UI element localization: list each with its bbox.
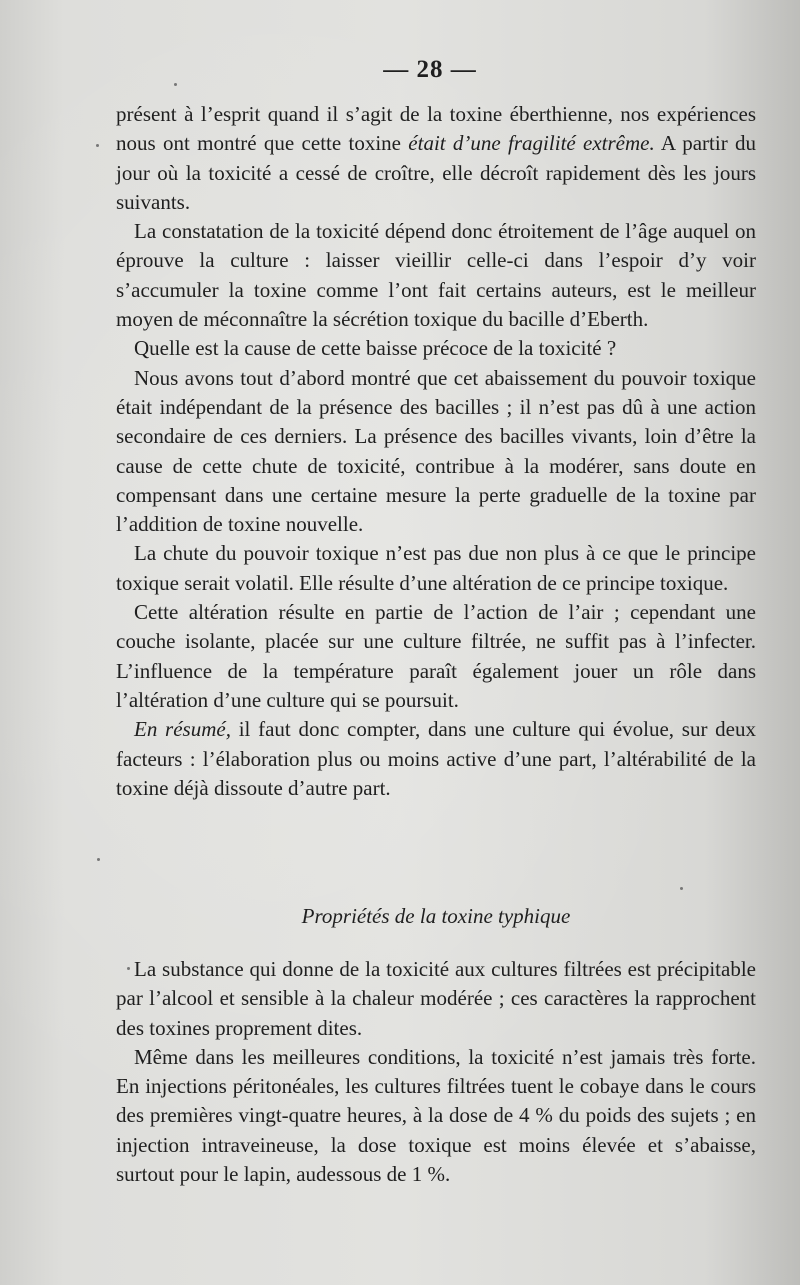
paragraph-7	[116, 715, 756, 803]
paragraph-7-emphasis: En résumé,	[134, 717, 231, 742]
paragraph-1-text-a: présent à l’esprit quand il s’agit de la toxine éberthienne, nos expériences nous ont montré que cette toxine	[116, 102, 756, 156]
paragraph-2: La constatation de la toxicité dépend donc étroitement de l’âge auquel on éprouve la culture : laisser vieillir celle-ci dans l’espoir d’y voir s’accumuler la toxine comme l’ont fait certains auteurs, est le meilleur moyen de méconnaître la sécrétion toxique du bacille d’Eberth.	[116, 219, 756, 332]
text-block-top	[116, 100, 756, 803]
paragraph-5: La chute du pouvoir toxique n’est pas due non plus à ce que le principe toxique serait volatil. Elle résulte d’une altération de ce principe toxique.	[116, 541, 756, 595]
paper-speck	[680, 887, 683, 890]
paragraph-8: La substance qui donne de la toxicité aux cultures filtrées est précipitable par l’alcool et sensible à la chaleur modérée ; ces caractères la rapprochent des toxines proprement dites.	[116, 957, 756, 1040]
page-number: — 28 —	[383, 56, 477, 83]
paragraph-7-text: il faut donc compter, dans une culture qui évolue, sur deux facteurs : l’élaboration plus ou moins active d’une part, l’altérabilité de la toxine déjà dissoute d’autre part.	[116, 717, 757, 800]
paper-speck	[174, 83, 177, 86]
section-heading: Propriétés de la toxine typhique	[301, 904, 571, 928]
paragraph-1-emphasis: était d’une fragilité extrême.	[408, 131, 655, 156]
text-block-bottom	[116, 955, 756, 1189]
paper-speck	[96, 144, 99, 147]
paragraph-6: Cette altération résulte en partie de l’action de l’air ; cependant une couche isolante, placée sur une culture filtrée, ne suffit pas à l’infecter. L’influence de la température paraît également jouer un rôle dans l’altération d’une culture qui se poursuit.	[116, 600, 756, 712]
paragraph-1	[116, 100, 756, 217]
paper-speck	[97, 858, 100, 861]
paragraph-4: Nous avons tout d’abord montré que cet abaissement du pouvoir toxique était indépendant de la présence des bacilles ; il n’est pas dû à une action secondaire de ces derniers. La présence des bacilles vivants, loin d’être la cause de cette chute de toxicité, contribue à la modérer, sans doute en compensant dans une certaine mesure la perte graduelle de la toxine par l’addition de toxine nouvelle.	[116, 365, 756, 537]
paragraph-3: Quelle est la cause de cette baisse précoce de la toxicité ?	[134, 336, 617, 361]
paragraph-1-text-b: A partir du jour où la toxicité a cessé de croître, elle décroît rapidement dès les jours suivants.	[116, 131, 757, 214]
paragraph-9: Même dans les meilleures conditions, la toxicité n’est jamais très forte. En injections péritonéales, les cultures filtrées tuent le cobaye dans le cours des premières vingt-quatre heures, à la dose de 4 % du poids des sujets ; en injection intraveineuse, la dose toxique est moins élevée et s’abaisse, surtout pour le lapin, audessous de 1 %.	[116, 1044, 756, 1187]
paper-speck	[127, 967, 130, 970]
